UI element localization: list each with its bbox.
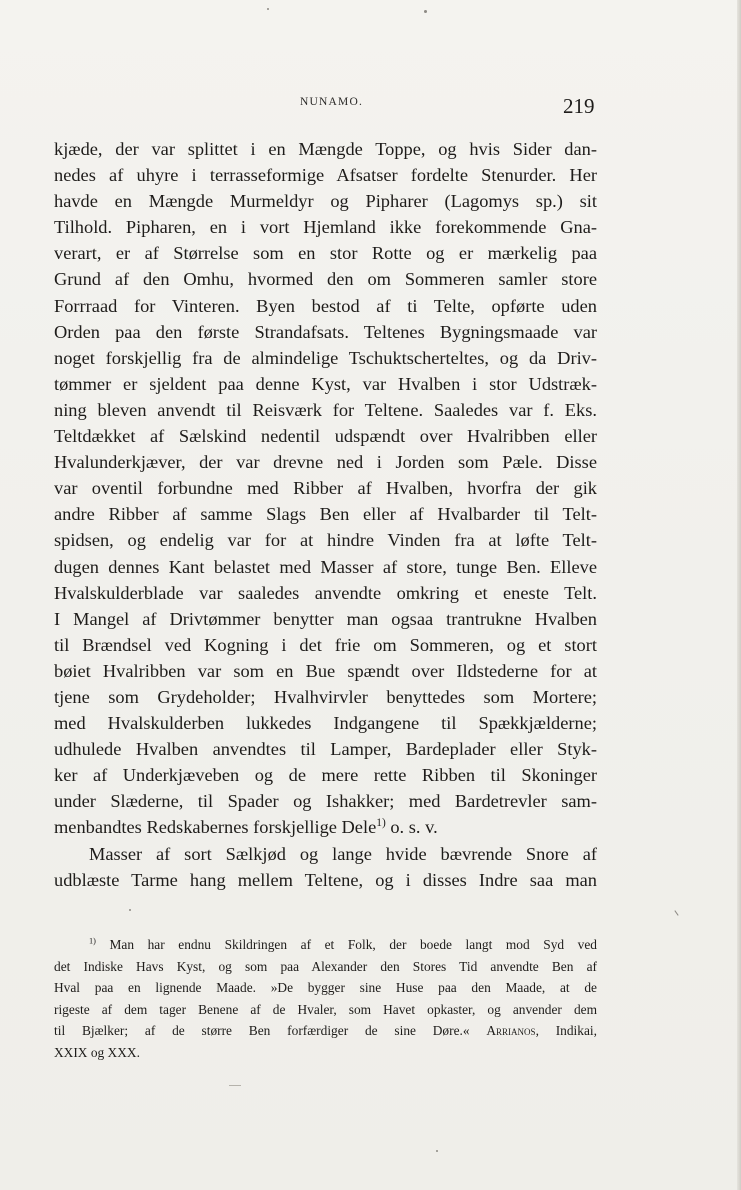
text-line: I Mangel af Drivtømmer benytter man ogsaa trantrukne Hvalben (54, 608, 597, 629)
text-line: udblæste Tarme hang mellem Teltene, og i disses Indre saa man (54, 869, 597, 890)
text-line: Forrraad for Vinteren. Byen bestod af ti Telte, opførte uden (54, 295, 597, 316)
text-line: Orden paa den første Strandafsats. Teltenes Bygningsmaade var (54, 321, 597, 342)
paper-speck (674, 910, 678, 915)
footnote (54, 934, 597, 1064)
text-line: Grund af den Omhu, hvormed den om Sommeren samler store (54, 269, 597, 290)
text-line: spidsen, og endelig var for at hindre Vinden fra at løfte Telt- (54, 530, 597, 551)
paper-speck (424, 10, 427, 13)
paper-speck (436, 1150, 438, 1152)
text-line: tømmer er sjeldent paa denne Kyst, var Hvalben i stor Udstræk- (54, 373, 597, 394)
footnote-line: det Indiske Havs Kyst, og som paa Alexander den Stores Tid anvendte Ben af (54, 958, 597, 974)
footnote-line: rigeste af dem tager Benene af de Hvaler, som Havet opkaster, og anvender dem (54, 1001, 597, 1017)
body-text (54, 136, 597, 893)
footnote-line: Hval paa en lignende Maade. »De bygger sine Huse paa den Maade, at de (54, 980, 597, 996)
text-line: verart, er af Størrelse som en stor Rotte og er mærkelig paa (54, 243, 597, 264)
text-line: havde en Mængde Murmeldyr og Pipharer (Lagomys sp.) sit (54, 191, 597, 212)
footnote-line-content: Man har endnu Skildringen af et Folk, der boede langt mod Syd ved (109, 937, 597, 952)
footnote-marker: 1) (89, 936, 96, 946)
footnote-line (54, 934, 597, 956)
text-line: var oventil forbundne med Ribber af Hvalben, hvorfra der gik (54, 478, 597, 499)
text-line: Hvalunderkjæver, der var drevne ned i Jorden som Pæle. Disse (54, 452, 597, 473)
text-line: Teltdækket af Sælskind nedentil udspændt over Hvalribben eller (54, 426, 597, 447)
footnote-line-content: til Bjælker; af de større Ben forfærdiger de sine Døre.« (54, 1023, 470, 1039)
text-line-content: menbandtes Redskabernes forskjellige Dele (54, 817, 377, 838)
text-line-with-footnote-ref (54, 814, 597, 840)
text-line: ning bleven anvendt til Reisværk for Teltene. Saaledes var f. Eks. (54, 399, 597, 420)
running-title: NUNAMO. (300, 96, 364, 108)
text-line: dugen dennes Kant belastet med Masser af store, tunge Ben. Elleve (54, 556, 597, 577)
text-line: Tilhold. Pipharen, en i vort Hjemland ikke forekommende Gna- (54, 217, 597, 238)
paper-speck (267, 8, 269, 10)
text-line: nedes af uhyre i terrasseformige Afsatser fordelte Stenurder. Her (54, 165, 597, 186)
text-line: noget forskjellig fra de almindelige Tschuktscherteltes, og da Driv- (54, 347, 597, 368)
footnote-line: XXIX og XXX. (54, 1044, 140, 1060)
text-line: kjæde, der var splittet i en Mængde Toppe, og hvis Sider dan- (54, 139, 597, 159)
text-line: under Slæderne, til Spader og Ishakker; med Bardetrevler sam- (54, 791, 597, 812)
paper-speck (229, 1085, 241, 1086)
footnote-line (54, 1020, 597, 1042)
text-line: med Hvalskulderben lukkedes Indgangene til Spækkjælderne; (54, 713, 597, 734)
footnote-reference: 1) (376, 817, 386, 830)
paper-speck (129, 909, 131, 911)
text-line: til Brændsel ved Kogning i det frie om Sommeren, og et stort (54, 634, 597, 655)
text-line: udhulede Hvalben anvendtes til Lamper, Bardeplader eller Styk- (54, 739, 597, 760)
citation-author: Arrianos (486, 1023, 536, 1039)
page-number: 219 (563, 94, 595, 118)
text-line-tail: o. s. v. (385, 817, 438, 838)
text-line: bøiet Hvalribben var som en Bue spændt over Ildstederne for at (54, 660, 597, 681)
text-line-paragraph-start: Masser af sort Sælkjød og lange hvide bævrende Snore af (89, 843, 597, 864)
text-line: tjene som Grydeholder; Hvalhvirvler benyttedes som Mortere; (54, 686, 597, 707)
text-line: andre Ribber af samme Slags Ben eller af Hvalbarder til Telt- (54, 504, 597, 525)
citation-rest: , Indikai, (535, 1023, 597, 1039)
running-header (0, 96, 741, 120)
text-line: Hvalskulderblade var saaledes anvendte omkring et eneste Telt. (54, 582, 597, 603)
text-line: ker af Underkjæveben og de mere rette Ribben til Skoninger (54, 765, 597, 786)
page-edge-shadow (737, 0, 741, 1190)
